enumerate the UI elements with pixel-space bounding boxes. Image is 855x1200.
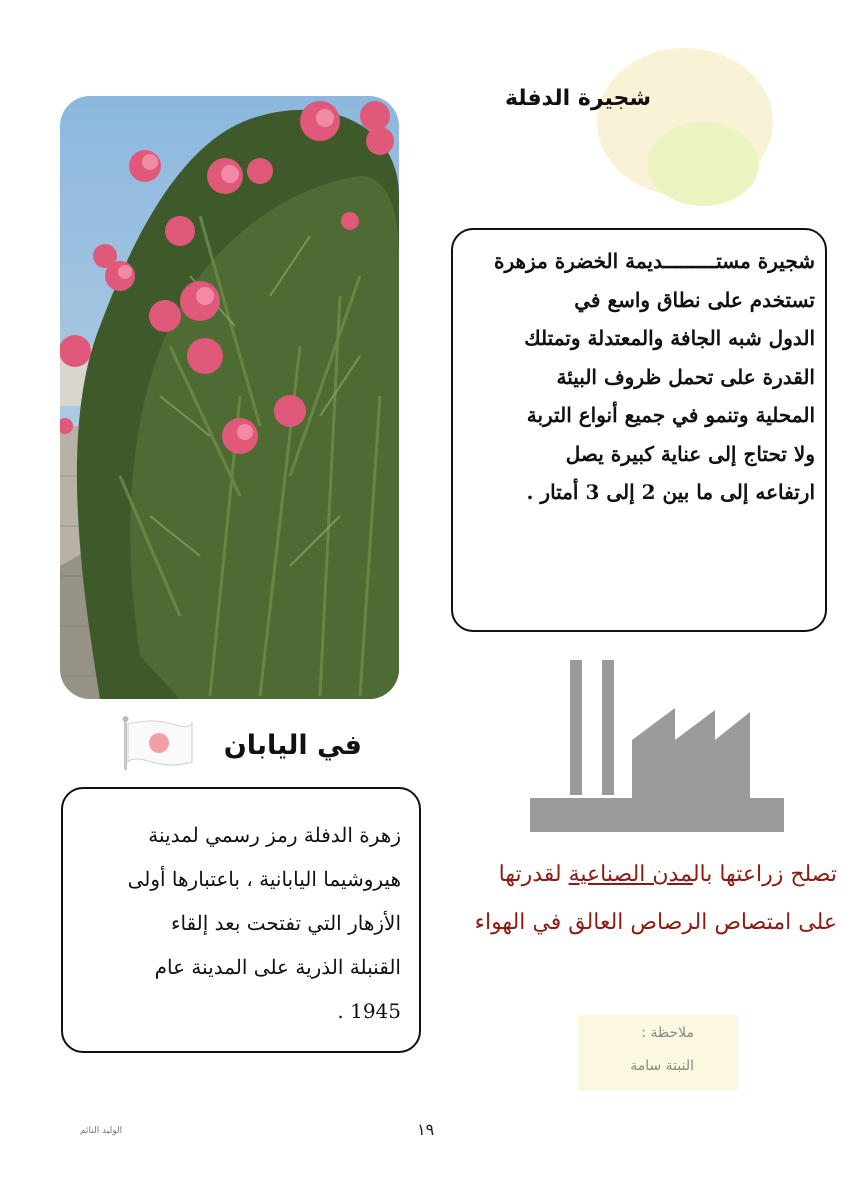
japan-line: هيروشيما اليابانية ، باعتبارها أولى [127,867,401,891]
description-line: الدول شبه الجافة والمعتدلة وتمتلك [524,326,815,350]
japan-line: القنبلة الذرية على المدينة عام [154,955,401,979]
japan-text [79,813,401,1033]
description-text [471,242,815,512]
page-title: شجيرة الدفلة [504,86,651,111]
decor-blob-small [647,122,759,206]
oleander-photo [60,96,399,699]
page-number: ١٩ [417,1120,435,1139]
japan-line: الأزهار التي تفتحت بعد إلقاء [171,911,401,935]
note-box [578,1015,738,1091]
description-line: ارتفاعه إلى ما بين 2 إلى 3 أمتار . [526,480,815,504]
note-label: ملاحظة : [641,1025,694,1041]
japan-line: زهرة الدفلة رمز رسمي لمدينة [148,823,401,847]
industrial-text-part: تصلح زراعتها بال [692,862,837,887]
description-line: تستخدم على نطاق واسع في [574,287,815,312]
japan-title: في اليابان [223,730,362,761]
footer-author: الوليد النائم [80,1126,123,1136]
industrial-text-part: لقدرتها [498,862,569,887]
industrial-cities-link: مدن الصناعية [568,862,693,887]
description-line: المحلية وتنمو في جميع أنواع التربة [526,403,815,427]
japan-flag-icon [122,716,194,772]
japan-box [61,787,421,1053]
note-text: النبتة سامة [630,1058,694,1074]
description-line: القدرة على تحمل ظروف البيئة [556,364,815,389]
japan-line: 1945 . [337,999,401,1023]
description-line: شجيرة مستـــــــــديمة الخضرة مزهرة [493,249,815,273]
description-box [451,228,827,632]
factory-icon [530,660,784,832]
industrial-line-1 [499,862,837,887]
industrial-line-2: على امتصاص الرصاص العالق في الهواء [474,910,837,935]
description-line: ولا تحتاج إلى عناية كبيرة يصل [565,441,815,466]
